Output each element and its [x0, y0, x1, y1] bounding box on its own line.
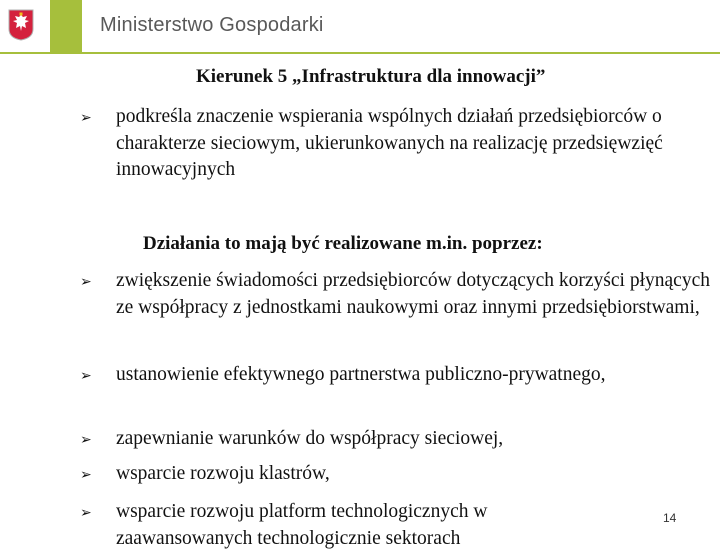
section-heading-kierunek: Kierunek 5 „Infrastruktura dla innowacji”: [196, 66, 546, 87]
list-item: zapewnianie warunków do współpracy sieciowej,: [116, 428, 504, 449]
list-item: wsparcie rozwoju klastrów,: [116, 463, 330, 484]
ministry-name: Ministerstwo Gospodarki: [100, 14, 324, 36]
header-divider: [0, 52, 720, 54]
arrowhead-bullet-icon: ➢: [80, 432, 92, 448]
list-item: podkreśla znaczenie wspierania wspólnych działań przedsiębiorców o charakterze sieciowym, ukierunkowanych na realizację przedsięwzięć innowacyjnych: [116, 106, 663, 180]
polish-eagle-emblem-icon: [8, 9, 34, 41]
header: [0, 0, 720, 54]
list-item: wsparcie rozwoju platform technologicznych w zaawansowanych technologicznie sektorach: [116, 501, 488, 549]
page-number: 14: [663, 511, 677, 525]
logo: [0, 0, 44, 50]
arrowhead-bullet-icon: ➢: [80, 110, 92, 126]
arrowhead-bullet-icon: ➢: [80, 274, 92, 290]
header-accent-bar: [50, 0, 82, 52]
section-heading-dzialania: Działania to mają być realizowane m.in. poprzez:: [143, 233, 543, 254]
arrowhead-bullet-icon: ➢: [80, 368, 92, 384]
arrowhead-bullet-icon: ➢: [80, 467, 92, 483]
list-item: zwiększenie świadomości przedsiębiorców dotyczących korzyści płynących ze współpracy z jednostkami naukowymi oraz innymi przedsiębiorstwami,: [116, 270, 710, 318]
arrowhead-bullet-icon: ➢: [80, 505, 92, 521]
list-item: ustanowienie efektywnego partnerstwa publiczno-prywatnego,: [116, 364, 606, 385]
